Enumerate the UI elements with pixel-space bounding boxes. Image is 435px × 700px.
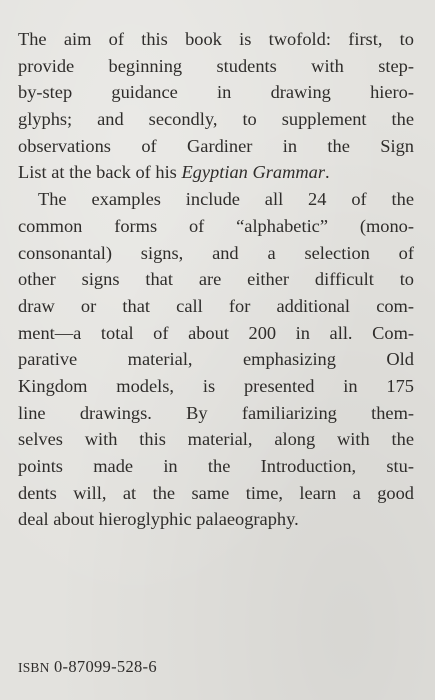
blurb-line-paragraph-start: The examples include all 24 of the — [38, 189, 414, 210]
blurb-line: selves with this material, along with the — [18, 429, 414, 450]
blurb-line: by-step guidance in drawing hiero- — [18, 82, 414, 103]
blurb-line: draw or that call for additional com- — [18, 295, 414, 316]
blurb-line: glyphs; and secondly, to supplement the — [18, 109, 414, 130]
blurb-line: Kingdom models, is presented in 175 — [18, 375, 414, 396]
blurb-line: dents will, at the same time, learn a good — [18, 482, 414, 503]
isbn-label: ISBN — [18, 660, 50, 675]
blurb-line-final: deal about hieroglyphic palaeography. — [18, 509, 299, 530]
blurb-line: observations of Gardiner in the Sign — [18, 135, 414, 156]
isbn-number — [18, 657, 157, 677]
isbn-value: 0-87099-528-6 — [54, 657, 157, 676]
blurb-line-text: List at the back of his — [18, 162, 177, 183]
blurb-line-with-title — [18, 159, 414, 186]
back-cover-blurb — [18, 26, 414, 533]
blurb-line: ment—a total of about 200 in all. Com- — [18, 322, 414, 343]
blurb-line: other signs that are either difficult to — [18, 269, 414, 290]
blurb-line: line drawings. By familiarizing them- — [18, 402, 414, 423]
blurb-line: points made in the Introduction, stu- — [18, 456, 414, 476]
blurb-line: The aim of this book is twofold: first, to — [18, 29, 414, 49]
book-title-italic: Egyptian Grammar — [181, 162, 325, 183]
title-period: . — [325, 162, 330, 183]
blurb-line: provide beginning students with step- — [18, 55, 414, 76]
blurb-line: common forms of “alphabetic” (mono- — [18, 215, 414, 236]
blurb-line: parative material, emphasizing Old — [18, 349, 414, 370]
blurb-line: consonantal) signs, and a selection of — [18, 242, 414, 263]
